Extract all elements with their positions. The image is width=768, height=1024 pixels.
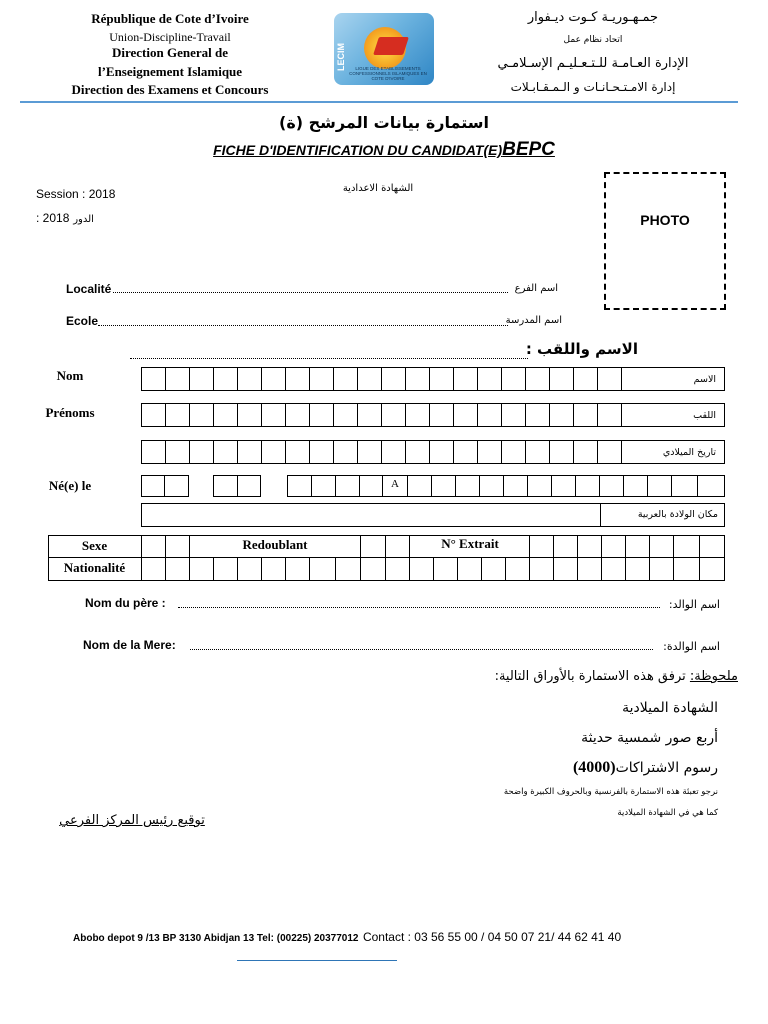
photo-box (604, 172, 726, 310)
note-item-photos: أربع صور شمسية حديثة (581, 730, 718, 746)
birth-year-divider (335, 475, 336, 497)
prenoms-cell[interactable] (310, 404, 334, 427)
header-direction3-fr: Direction des Examens et Concours (71, 82, 269, 97)
note-line (418, 669, 738, 684)
birth-month-divider (237, 475, 238, 497)
nom-cell[interactable] (262, 368, 286, 391)
logo-caption: LIGUE DES ETABLISSEMENTS CONFESSIONNELS ISLAMIQUES EN COTE D'IVOIRE (349, 66, 427, 81)
birthdate-ar-cell[interactable] (142, 441, 166, 464)
exam-arabic: الشهادة الاعدادية (342, 183, 414, 194)
logo-wordmark: LECIM (336, 43, 346, 71)
note-instruction-1: نرجو تعبئة هذه الاستمارة بالفرنسية وبالحروف الكبيرة واضحة (503, 787, 718, 797)
birthdate-ar-cell[interactable] (478, 441, 502, 464)
nom-prenom-label-ar: الاسم واللقب : (525, 340, 638, 358)
session-label: Session : 2018 (36, 187, 116, 201)
mere-label-ar: اسم الوالدة: (663, 640, 720, 653)
birth-place-divider (671, 475, 672, 497)
prenoms-cell[interactable] (214, 404, 238, 427)
prenoms-cell[interactable] (238, 404, 262, 427)
block-row-divider (48, 557, 725, 558)
prenoms-label: Prénoms (45, 405, 95, 420)
birthdate-ar-cell[interactable] (286, 441, 310, 464)
birth-place-divider (575, 475, 576, 497)
note-item-fees (418, 759, 718, 777)
nom-cell[interactable] (598, 368, 622, 391)
signature-label: توقيع رئيس المركز الفرعي (59, 813, 205, 828)
nom-cell[interactable] (454, 368, 478, 391)
prenoms-cell[interactable] (574, 404, 598, 427)
birthdate-ar-cell[interactable] (598, 441, 622, 464)
birthdate-ar-cell[interactable] (262, 441, 286, 464)
birthdate-ar-cell[interactable] (430, 441, 454, 464)
grid-divider (237, 557, 238, 581)
header-rule (20, 101, 738, 103)
ecole-input-line[interactable] (98, 313, 508, 326)
header-direction1-ar: الإدارة العـامـة للـتـعـليـم الإسـلامـي (497, 56, 689, 71)
birthplace-ar-divider (600, 504, 601, 526)
footer-contact: Contact : 03 56 55 00 / 04 50 07 21/ 44 62 41 40 (362, 930, 622, 944)
birthdate-ar-grid (141, 440, 725, 464)
localite-input-line[interactable] (113, 280, 508, 293)
prenoms-cell[interactable] (550, 404, 574, 427)
birth-day-divider (164, 475, 165, 497)
nom-cell[interactable] (142, 368, 166, 391)
prenoms-cell[interactable] (142, 404, 166, 427)
grid-divider (553, 535, 554, 581)
grid-divider (309, 557, 310, 581)
note-fees-value: (4000) (572, 759, 616, 776)
birth-place-divider (599, 475, 600, 497)
birth-place-divider (697, 475, 698, 497)
nom-cell[interactable] (238, 368, 262, 391)
prenoms-cell[interactable] (406, 404, 430, 427)
birth-year-divider (359, 475, 360, 497)
block-col-divider (141, 535, 142, 581)
note-text: ترفق هذه الاستمارة بالأوراق التالية: (494, 669, 686, 684)
header-republic-fr: République de Cote d’Ivoire (91, 11, 249, 26)
birthdate-label-ar: تاريخ الميلادي (622, 441, 725, 464)
nom-cell[interactable] (478, 368, 502, 391)
header-direction2-fr: l’Enseignement Islamique (97, 64, 243, 79)
grid-divider (505, 557, 506, 581)
title-arabic: استمارة بيانات المرشح (ة) (279, 113, 489, 132)
header-motto-fr: Union-Discipline-Travail (109, 30, 231, 44)
grid-divider (385, 535, 386, 581)
note-instruction-2: كما هي في الشهادة الميلادية (617, 808, 718, 818)
grid-divider (165, 535, 166, 581)
grid-divider (457, 557, 458, 581)
prenoms-cell[interactable] (382, 404, 406, 427)
grid-divider (433, 557, 434, 581)
nom-cell[interactable] (190, 368, 214, 391)
note-title: ملحوظة: (689, 669, 738, 684)
birth-place-divider (479, 475, 480, 497)
footer-address: Abobo depot 9 /13 BP 3130 Abidjan 13 Tel: (00225) 20377012 (73, 933, 359, 944)
nom-cell[interactable] (382, 368, 406, 391)
pere-label: Nom du père : (85, 596, 166, 610)
session-ar-year: : 2018 (36, 211, 70, 225)
prenoms-cell[interactable] (478, 404, 502, 427)
birthdate-ar-cell[interactable] (238, 441, 262, 464)
nom-cell[interactable] (310, 368, 334, 391)
grid-divider (189, 557, 190, 581)
photo-label: PHOTO (640, 212, 690, 228)
birth-place-divider (647, 475, 648, 497)
redoublant-label: Redoublant (242, 537, 308, 552)
prenoms-cell[interactable] (502, 404, 526, 427)
birthdate-ar-cell[interactable] (550, 441, 574, 464)
nom-cell[interactable] (286, 368, 310, 391)
ne-le-label: Né(e) le (48, 478, 92, 493)
prenoms-cell[interactable] (430, 404, 454, 427)
footer-line (73, 928, 763, 946)
nom-grid (141, 367, 725, 391)
birthdate-ar-cell[interactable] (382, 441, 406, 464)
birthdate-ar-cell[interactable] (526, 441, 550, 464)
mere-label: Nom de la Mere: (83, 638, 176, 652)
birthdate-ar-cell[interactable] (358, 441, 382, 464)
birth-place-divider (527, 475, 528, 497)
logo-book-shape (373, 37, 409, 55)
grid-divider (577, 535, 578, 581)
nom-cell[interactable] (166, 368, 190, 391)
sexe-nationalite-block (48, 535, 725, 581)
title-french: FICHE D'IDENTIFICATION DU CANDIDAT(E) (213, 142, 503, 158)
sexe-label: Sexe (81, 538, 108, 553)
nom-cell[interactable] (550, 368, 574, 391)
prenoms-cell[interactable] (526, 404, 550, 427)
note-fees-text: رسوم الاشتراكات (615, 760, 718, 776)
birth-place-divider (455, 475, 456, 497)
nom-label: Nom (56, 368, 84, 383)
grid-divider (649, 535, 650, 581)
birthdate-ar-cell[interactable] (310, 441, 334, 464)
lecim-logo (334, 13, 434, 85)
birth-place-box[interactable] (383, 475, 725, 497)
prenoms-label-ar: اللقب (622, 404, 725, 427)
grid-divider (213, 557, 214, 581)
prenoms-cell[interactable] (190, 404, 214, 427)
birthdate-row (141, 475, 725, 497)
title-exam: BEPC (502, 139, 555, 160)
nom-cell[interactable] (502, 368, 526, 391)
birth-place-divider (551, 475, 552, 497)
title-french-line (0, 139, 768, 161)
birth-place-divider (503, 475, 504, 497)
prenoms-cell[interactable] (262, 404, 286, 427)
localite-label-ar: اسم الفرع (514, 283, 558, 294)
birthdate-ar-cell[interactable] (502, 441, 526, 464)
nom-cell[interactable] (574, 368, 598, 391)
grid-divider (625, 535, 626, 581)
birth-place-divider (431, 475, 432, 497)
grid-divider (360, 535, 361, 581)
grid-divider (481, 557, 482, 581)
ecole-label-ar: اسم المدرسة (505, 315, 562, 326)
birthdate-ar-cell[interactable] (454, 441, 478, 464)
nom-cell[interactable] (430, 368, 454, 391)
grid-divider (335, 557, 336, 581)
birthplace-label-ar: مكان الولادة بالعربية (637, 509, 718, 520)
grid-divider (529, 535, 530, 581)
grid-divider (601, 535, 602, 581)
prenoms-cell[interactable] (286, 404, 310, 427)
header-direction2-ar: إدارة الامـتـحـانـات و الـمـقـابـلات (510, 80, 676, 94)
note-item-birth-certificate: الشهادة الميلادية (622, 700, 718, 716)
birthdate-ar-cell[interactable] (406, 441, 430, 464)
birth-year-divider (311, 475, 312, 497)
prenoms-grid (141, 403, 725, 427)
nom-cell[interactable] (526, 368, 550, 391)
prenoms-cell[interactable] (166, 404, 190, 427)
prenoms-cell[interactable] (598, 404, 622, 427)
birthdate-ar-cell[interactable] (574, 441, 598, 464)
nom-label-ar: الاسم (622, 368, 725, 391)
extrait-label: N° Extrait (441, 536, 499, 551)
prenoms-cell[interactable] (334, 404, 358, 427)
birthdate-ar-cell[interactable] (166, 441, 190, 464)
footer-link-underline[interactable] (237, 960, 397, 961)
birthdate-ar-cell[interactable] (214, 441, 238, 464)
birth-day-box[interactable] (141, 475, 189, 497)
nom-cell[interactable] (334, 368, 358, 391)
mere-input-line[interactable] (190, 637, 653, 650)
grid-divider (261, 557, 262, 581)
session-ar-line (36, 211, 94, 225)
header-motto-ar: اتحاد نظام عمل (563, 35, 623, 45)
birth-place-divider (623, 475, 624, 497)
nom-cell[interactable] (214, 368, 238, 391)
header-direction1-fr: Direction General de (111, 45, 228, 60)
session-ar-label: الدور (73, 214, 94, 225)
birthplace-ar-box[interactable] (141, 503, 725, 527)
header-republic-ar: جمـهـوريـة كـوت ديـفوار (527, 10, 659, 25)
birthdate-ar-cell[interactable] (334, 441, 358, 464)
nationalite-label: Nationalité (63, 560, 126, 575)
nom-prenom-input-line[interactable] (130, 344, 528, 359)
birthdate-ar-cell[interactable] (190, 441, 214, 464)
pere-input-line[interactable] (178, 595, 660, 608)
grid-divider (285, 557, 286, 581)
nom-cell[interactable] (406, 368, 430, 391)
birth-place-a-label: A (391, 478, 399, 490)
ecole-label: Ecole (66, 314, 99, 328)
prenoms-cell[interactable] (454, 404, 478, 427)
nom-cell[interactable] (358, 368, 382, 391)
prenoms-cell[interactable] (358, 404, 382, 427)
birth-place-divider (407, 475, 408, 497)
pere-label-ar: اسم الوالد: (668, 598, 720, 611)
grid-divider (673, 535, 674, 581)
grid-divider (699, 535, 700, 581)
localite-label: Localité (66, 282, 112, 296)
